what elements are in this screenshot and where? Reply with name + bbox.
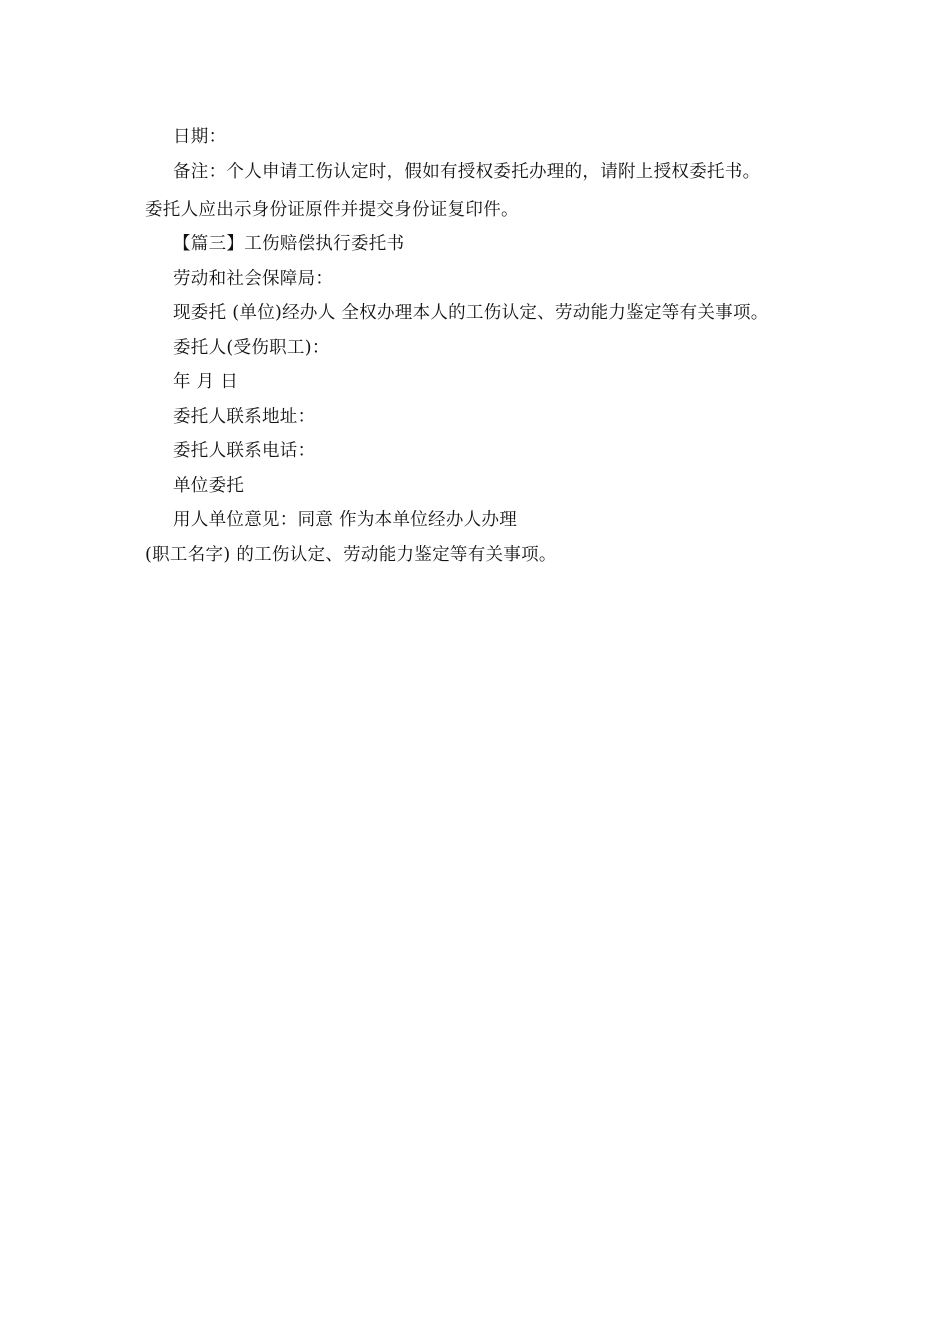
date-fields-line: 年 月 日 <box>173 372 239 392</box>
authorization-line: 现委托 (单位)经办人 全权办理本人的工伤认定、劳动能力鉴定等有关事项。 <box>173 303 769 323</box>
principal-line: 委托人(受伤职工)： <box>173 338 330 358</box>
addressee-line: 劳动和社会保障局： <box>173 269 334 289</box>
section-heading: 【篇三】工伤赔偿执行委托书 <box>173 234 405 254</box>
employer-opinion-line: 用人单位意见：同意 作为本单位经办人办理 <box>173 510 518 530</box>
unit-authorization-line: 单位委托 <box>173 476 245 496</box>
principal-address-line: 委托人联系地址： <box>173 407 316 427</box>
remark-line: 备注：个人申请工伤认定时，假如有授权委托办理的，请附上授权委托书。 <box>173 162 761 182</box>
date-line: 日期： <box>173 127 227 147</box>
remark-continuation-line: 委托人应出示身份证原件并提交身份证复印件。 <box>145 200 519 220</box>
employer-opinion-continuation-line: (职工名字) 的工伤认定、劳动能力鉴定等有关事项。 <box>145 545 557 565</box>
principal-phone-line: 委托人联系电话： <box>173 441 316 461</box>
